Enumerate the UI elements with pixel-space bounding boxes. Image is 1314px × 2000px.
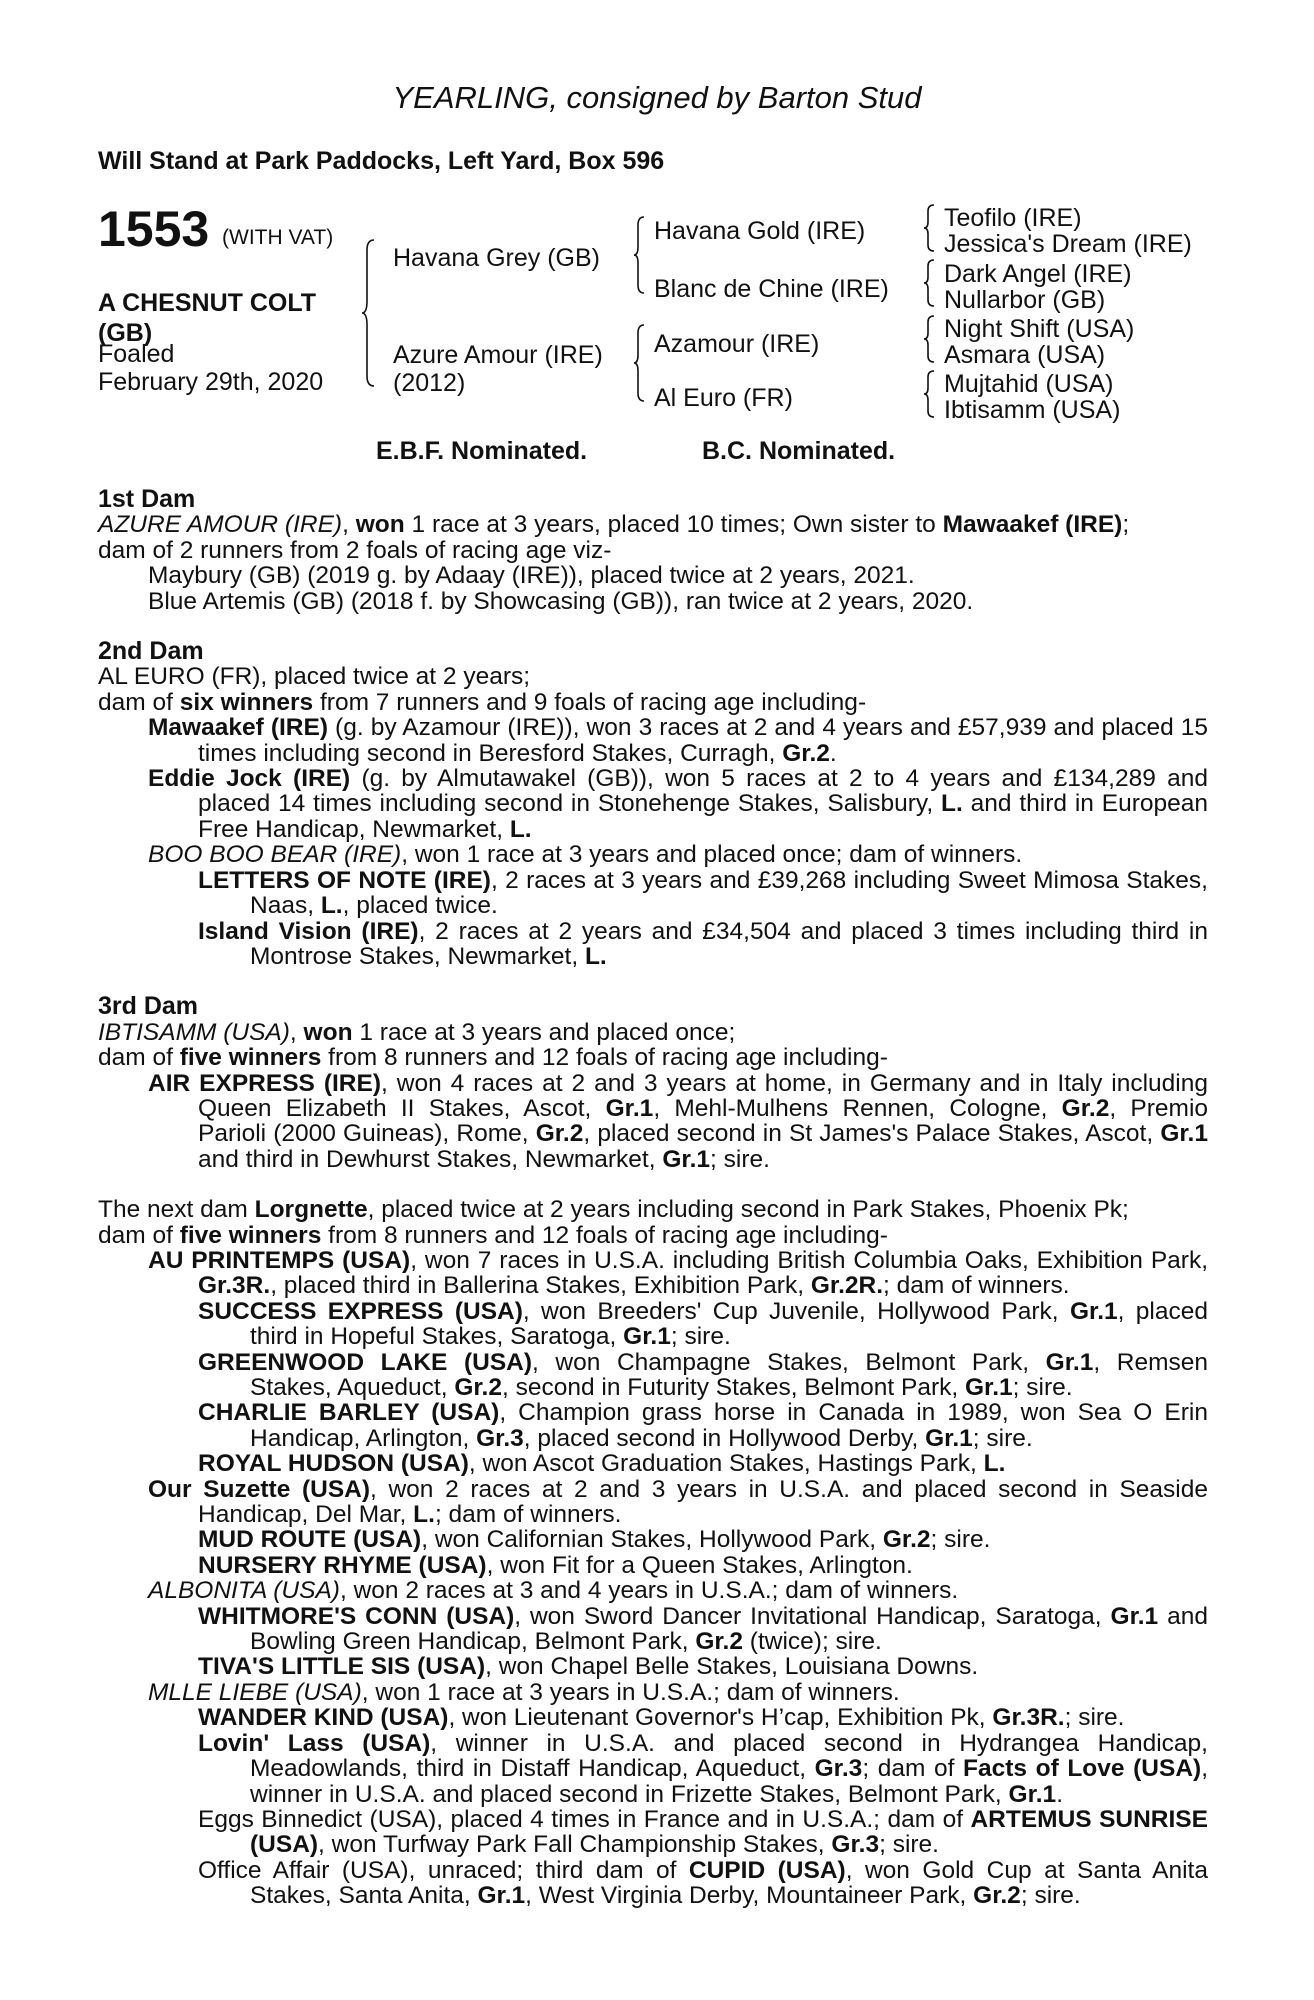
- pedigree-brace-main: [360, 238, 376, 388]
- next-dam-entry-royal-hudson: ROYAL HUDSON (USA), won Ascot Graduation Stakes, Hastings Park, L.: [198, 1450, 1006, 1478]
- pedigree-sire-sire: Havana Gold (IRE): [654, 217, 866, 245]
- vat-note: (WITH VAT): [222, 226, 334, 249]
- stand-location: Will Stand at Park Paddocks, Left Yard, Box 596: [98, 147, 665, 175]
- second-dam-produce: dam of six winners from 7 runners and 9 foals of racing age including-: [98, 688, 867, 716]
- pedigree-brace-g2: [922, 258, 936, 308]
- lot-description: [98, 288, 316, 348]
- first-dam-foal-1: Maybury (GB) (2019 g. by Adaay (IRE)), placed twice at 2 years, 2021.: [148, 562, 915, 590]
- third-dam-heading: 3rd Dam: [98, 992, 199, 1021]
- second-dam-line: AL EURO (FR), placed twice at 2 years;: [98, 663, 531, 691]
- second-dam-entry-5: Island Vision (IRE), 2 races at 2 years and £34,504 and placed 3 times including third in Montrose Stakes, Newmarket, L.: [198, 917, 1208, 970]
- pedigree-brace-g3: [922, 314, 936, 364]
- pedigree-brace-g1: [922, 203, 936, 253]
- pedigree-sire: Havana Grey (GB): [393, 244, 601, 272]
- first-dam-produce: dam of 2 runners from 2 foals of racing age viz-: [98, 536, 612, 564]
- pedigree-gen3-4: Nullarbor (GB): [944, 286, 1106, 314]
- lot-country: (GB): [98, 319, 153, 347]
- next-dam-entry-success-express: SUCCESS EXPRESS (USA), won Breeders' Cup Juvenile, Hollywood Park, Gr.1, placed third in Hopeful Stakes, Saratoga, Gr.1; sire.: [198, 1297, 1208, 1351]
- third-dam-produce: dam of five winners from 8 runners and 12 foals of racing age including-: [98, 1044, 888, 1072]
- next-dam-entry-albonita: ALBONITA (USA), won 2 races at 3 and 4 years in U.S.A.; dam of winners.: [148, 1577, 959, 1605]
- next-dam-entry-charlie-barley: CHARLIE BARLEY (USA), Champion grass horse in Canada in 1989, won Sea O Erin Handicap, Arlington, Gr.3, placed second in Hollywood Derby, Gr.1; sire.: [198, 1399, 1208, 1452]
- next-dam-entry-nursery-rhyme: NURSERY RHYME (USA), won Fit for a Queen Stakes, Arlington.: [198, 1551, 913, 1579]
- next-dam-produce: dam of five winners from 8 runners and 12 foals of racing age including-: [98, 1221, 888, 1249]
- bc-nomination: B.C. Nominated.: [702, 437, 896, 465]
- next-dam-entry-whitmores-conn: WHITMORE'S CONN (USA), won Sword Dancer Invitational Handicap, Saratoga, Gr.1 and Bowling Green Handicap, Belmont Park, Gr.2 (twice); sire.: [198, 1602, 1208, 1656]
- ebf-nomination: E.B.F. Nominated.: [376, 437, 588, 465]
- foaled-info: [98, 340, 323, 396]
- pedigree-gen3-3: Dark Angel (IRE): [944, 260, 1132, 288]
- pedigree-dam-year: (2012): [393, 369, 466, 397]
- second-dam-entry-2: Eddie Jock (IRE) (g. by Almutawakel (GB)), won 5 races at 2 to 4 years and £134,289 and placed 14 times including second in Stonehenge Stakes, Salisbury, L. and third in European Free Handicap, Newmarket, L.: [148, 765, 1209, 843]
- lot-sex: A CHESNUT COLT: [98, 289, 317, 317]
- pedigree-sire-dam: Blanc de Chine (IRE): [654, 275, 889, 303]
- catalogue-body: [98, 487, 1208, 1909]
- pedigree-brace-dam: [632, 323, 646, 403]
- first-dam-foal-2: Blue Artemis (GB) (2018 f. by Showcasing (GB)), ran twice at 2 years, 2020.: [148, 587, 974, 615]
- pedigree-brace-g4: [922, 369, 936, 419]
- foaled-label: Foaled: [98, 340, 175, 368]
- pedigree-dam-dam: Al Euro (FR): [654, 384, 793, 412]
- pedigree-gen3-1: Teofilo (IRE): [944, 204, 1082, 232]
- second-dam-entry-1: Mawaakef (IRE) (g. by Azamour (IRE)), won 3 races at 2 and 4 years and £57,939 and placed 15 times including second in Beresford Stakes, Curragh, Gr.2.: [148, 714, 1209, 767]
- next-dam-entry-wander-kind: WANDER KIND (USA), won Lieutenant Governor's H’cap, Exhibition Pk, Gr.3R.; sire.: [198, 1704, 1125, 1732]
- next-dam-line: The next dam Lorgnette, placed twice at 2 years including second in Park Stakes, Phoenix Pk;: [98, 1196, 1129, 1224]
- page-title: YEARLING, consigned by Barton Stud: [392, 80, 922, 115]
- third-dam-entry-1: AIR EXPRESS (IRE), won 4 races at 2 and 3 years at home, in Germany and in Italy including Queen Elizabeth II Stakes, Ascot, Gr.1, Mehl-Mulhens Rennen, Cologne, Gr.2, Premio Parioli (2000 Guineas), Rome, Gr.2, placed second in St James's Palace Stakes, Ascot, Gr.1 and third in Dewhurst Stakes, Newmarket, Gr.1; sire.: [148, 1069, 1209, 1173]
- next-dam-entry-mud-route: MUD ROUTE (USA), won Californian Stakes, Hollywood Park, Gr.2; sire.: [198, 1526, 991, 1554]
- second-dam-heading: 2nd Dam: [98, 637, 204, 666]
- foaled-date: February 29th, 2020: [98, 368, 324, 396]
- lot-number: 1553: [98, 201, 210, 257]
- next-dam-entry-greenwood-lake: GREENWOOD LAKE (USA), won Champagne Stakes, Belmont Park, Gr.1, Remsen Stakes, Aqueduct, Gr.2, second in Futurity Stakes, Belmont Park, Gr.1; sire.: [198, 1348, 1209, 1401]
- next-dam-entry-lovin-lass: Lovin' Lass (USA), winner in U.S.A. and placed second in Hydrangea Handicap, Meadowlands, third in Distaff Handicap, Aqueduct, Gr.3; dam of Facts of Love (USA), winner in U.S.A. and placed second in Frizette Stakes, Belmont Park, Gr.1.: [198, 1729, 1208, 1808]
- next-dam-entry-tivas-little-sis: TIVA'S LITTLE SIS (USA), won Chapel Belle Stakes, Louisiana Downs.: [198, 1653, 979, 1681]
- next-dam-entry-office-affair: Office Affair (USA), unraced; third dam of CUPID (USA), won Gold Cup at Santa Anita Stakes, Santa Anita, Gr.1, West Virginia Derby, Mountaineer Park, Gr.2; sire.: [198, 1856, 1208, 1910]
- pedigree-brace-sire: [632, 215, 646, 295]
- next-dam-entry-au-printemps: AU PRINTEMPS (USA), won 7 races in U.S.A. including British Columbia Oaks, Exhibition Park, Gr.3R., placed third in Ballerina Stakes, Exhibition Park, Gr.2R.; dam of winners.: [148, 1246, 1208, 1300]
- second-dam-entry-4: LETTERS OF NOTE (IRE), 2 races at 3 years and £39,268 including Sweet Mimosa Stakes, Naas, L., placed twice.: [198, 866, 1208, 920]
- pedigree-gen3-8: Ibtisamm (USA): [944, 396, 1121, 424]
- first-dam-line: AZURE AMOUR (IRE), won 1 race at 3 years, placed 10 times; Own sister to Mawaakef (IRE);: [98, 511, 1130, 539]
- next-dam-entry-eggs-binnedict: Eggs Binnedict (USA), placed 4 times in France and in U.S.A.; dam of ARTEMUS SUNRISE (USA), won Turfway Park Fall Championship Stakes, Gr.3; sire.: [198, 1805, 1208, 1859]
- pedigree-dam: Azure Amour (IRE): [393, 341, 603, 369]
- pedigree-gen3-7: Mujtahid (USA): [944, 370, 1114, 398]
- third-dam-line: IBTISAMM (USA), won 1 race at 3 years and placed once;: [98, 1018, 736, 1046]
- pedigree-dam-sire: Azamour (IRE): [654, 330, 820, 358]
- pedigree-gen3-2: Jessica's Dream (IRE): [944, 230, 1192, 258]
- second-dam-entry-3: BOO BOO BEAR (IRE), won 1 race at 3 years and placed once; dam of winners.: [148, 841, 1023, 869]
- pedigree-gen3-5: Night Shift (USA): [944, 315, 1135, 343]
- pedigree-gen3-6: Asmara (USA): [944, 341, 1106, 369]
- next-dam-entry-mlle-liebe: MLLE LIEBE (USA), won 1 race at 3 years in U.S.A.; dam of winners.: [148, 1678, 900, 1706]
- next-dam-entry-our-suzette: Our Suzette (USA), won 2 races at 2 and 3 years in U.S.A. and placed second in Seaside Handicap, Del Mar, L.; dam of winners.: [148, 1475, 1209, 1529]
- first-dam-heading: 1st Dam: [98, 485, 196, 513]
